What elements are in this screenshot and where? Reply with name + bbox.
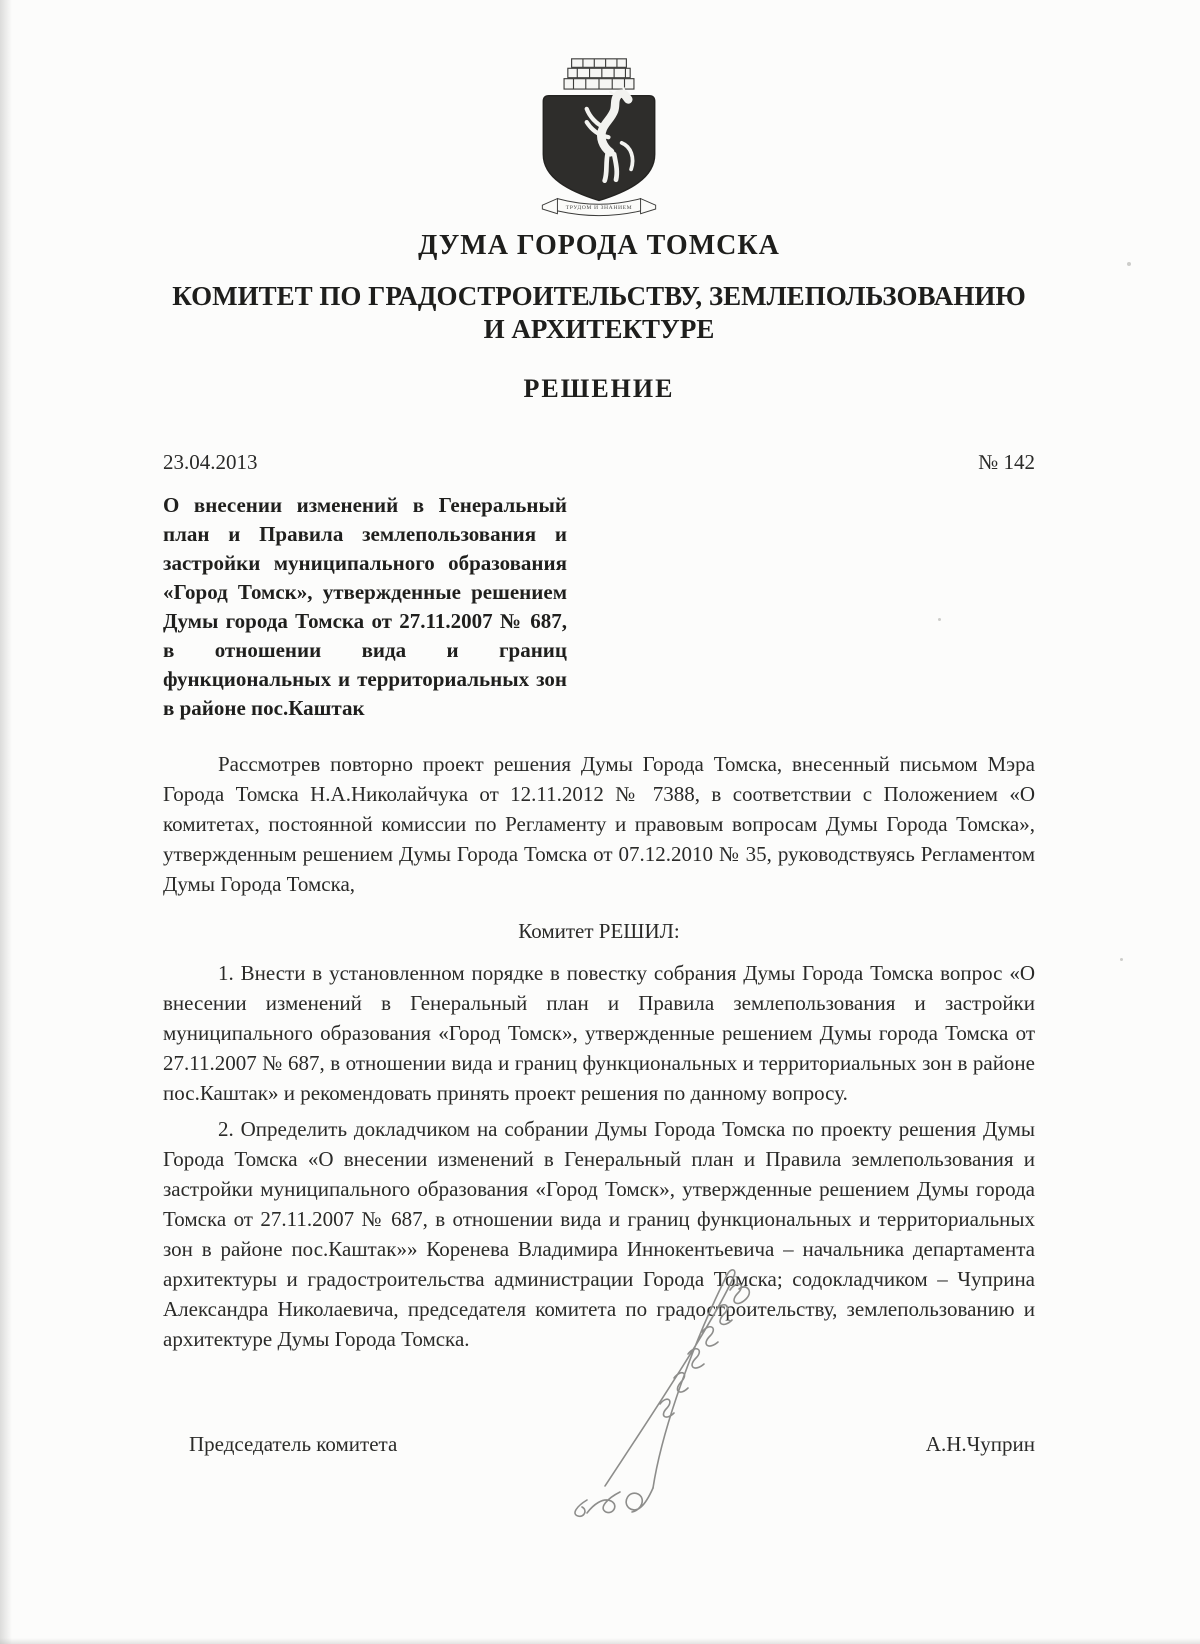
meta-row xyxy=(163,450,1035,475)
shield xyxy=(543,96,654,201)
resolution-item-1: 1. Внести в установленном порядке в повестку собрания Думы Города Томска вопрос «О внесении изменений в Генеральный план и Правила землепользования и застройки муниципального образования «Город Томск», утвержденные решением Думы города Томска от 27.11.2007 № 687, в отношении вида и границ функциональных и территориальных зон в районе пос.Каштак» и рекомендовать принять проект решения по данному вопросу. xyxy=(163,960,1035,1105)
resolution-item-2: 2. Определить докладчиком на собрании Думы Города Томска по проекту решения Думы Города Томска «О внесении изменений в Генеральный план и Правила землепользования и застройки муниципального образования «Город Томск», утвержденные решением Думы города Томска от 27.11.2007 № 687, в отношении вида и границ функциональных и территориальных зон в районе пос.Каштак»» Коренева Владимира Иннокентьевича – начальника департамента архитектуры и градостроительства администрации Города Томска; содокладчиком – Чуприна Александра Николаевича, председателя комитета по градостроительству, землепользованию и архитектуре Думы Города Томска. xyxy=(163,1116,1035,1351)
scan-speck xyxy=(1120,958,1123,961)
crown xyxy=(564,59,634,89)
committee-title-line2: И АРХИТЕКТУРЕ xyxy=(483,313,715,344)
scan-speck xyxy=(1127,262,1131,266)
scan-speck xyxy=(938,618,941,621)
doc-number: № 142 xyxy=(978,449,1035,474)
doc-subject: О внесении изменений в Генеральный план и Правила землепользования и застройки муниципального образования «Город Томск», утвержденные решением Думы города Томска от 27.11.2007 № 687, в отношении вида и границ функциональных и территориальных зон в районе пос.Каштак xyxy=(163,492,567,720)
signer-role: Председатель комитета xyxy=(189,1431,398,1456)
doc-date: 23.04.2013 xyxy=(163,449,258,474)
committee-title xyxy=(163,280,1035,346)
org-title: ДУМА ГОРОДА ТОМСКА xyxy=(418,230,780,261)
tomsk-emblem-svg xyxy=(523,56,675,226)
signature-row xyxy=(163,1432,1035,1457)
emblem-motto: ТРУДОМ И ЗНАНИЕМ xyxy=(565,205,633,212)
tomsk-emblem xyxy=(163,56,1035,226)
preamble-paragraph: Рассмотрев повторно проект решения Думы Города Томска, внесенный письмом Мэра Города Томска Н.А.Николайчука от 12.11.2012 № 7388, в соответствии с Положением «О комитетах, постоянной комиссии по Регламенту и правовым вопросам Думы Города Томска», утвержденным решением Думы Города Томска от 07.12.2010 № 35, руководствуясь Регламентом Думы Города Томска, xyxy=(163,751,1035,896)
resolved-heading: Комитет РЕШИЛ: xyxy=(518,918,680,943)
committee-title-line1: КОМИТЕТ ПО ГРАДОСТРОИТЕЛЬСТВУ, ЗЕМЛЕПОЛЬЗОВАНИЮ xyxy=(172,281,1026,311)
signer-name: А.Н.Чуприн xyxy=(925,1431,1035,1456)
doc-type-heading: РЕШЕНИЕ xyxy=(523,373,675,403)
